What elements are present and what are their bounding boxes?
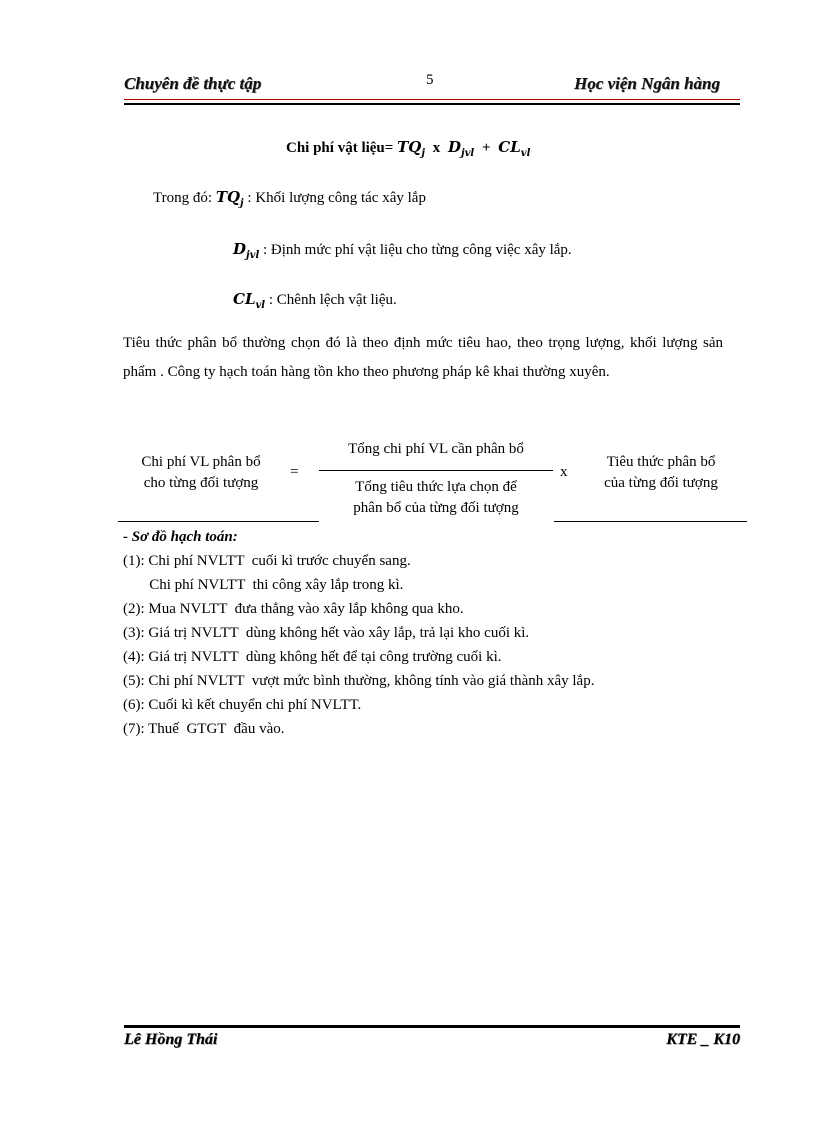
definition-text-tq: : Khối lượng công tác xây lắp <box>247 190 426 206</box>
scheme-line-3: (3): Giá trị NVLTT dùng không hết vào xây lắp, trả lại kho cuối kì. <box>123 625 530 641</box>
formula-op-times: x <box>432 140 441 156</box>
scheme-line-1: (1): Chi phí NVLTT cuối kì trước chuyển sang. <box>123 553 411 569</box>
fraction-bar <box>319 470 553 471</box>
allocation-paragraph: Tiêu thức phân bổ thường chọn đó là theo định mức tiêu hao, theo trọng lượng, khối lượng sản phẩm . Công ty hạch toán hàng tồn kho theo phương pháp kê khai thường xuyên. <box>123 335 723 380</box>
footer-rule <box>124 1025 740 1028</box>
allocation-rhs-line2: của từng đối tượng <box>604 475 718 491</box>
underline-left <box>118 521 319 522</box>
allocation-lhs-line1: Chi phí VL phân bổ <box>141 454 261 470</box>
definition-row-d <box>233 238 572 267</box>
formula-term-d: $D_{jvl}$ <box>447 138 475 159</box>
header-left-title: Chuyên đề thực tập <box>124 74 262 93</box>
header-right-title: Học viện Ngân hàng <box>574 74 720 93</box>
scheme-line-6: (6): Cuối kì kết chuyển chi phí NVLTT. <box>123 697 362 713</box>
allocation-lhs <box>118 452 284 494</box>
symbol-cl: $CL_{vl}$ <box>233 290 266 311</box>
allocation-lhs-line2: cho từng đối tượng <box>143 475 259 491</box>
formula-term-cl: $CL_{vl}$ <box>498 138 531 159</box>
definitions-intro: Trong đó: <box>153 190 213 206</box>
allocation-equals: = <box>290 464 299 480</box>
header-rule-black <box>124 103 740 105</box>
page-number: 5 <box>426 72 434 88</box>
definition-text-d: : Định mức phí vật liệu cho từng công việc xây lắp. <box>263 242 572 258</box>
formula-label: Chi phí vật liệu <box>286 140 385 156</box>
allocation-denominator-line1: Tổng tiêu thức lựa chọn để <box>355 479 517 495</box>
symbol-tq: $TQ_j$ <box>215 188 244 209</box>
footer-class: KTE _ K10 <box>666 1031 740 1048</box>
underline-right <box>554 521 747 522</box>
allocation-times: x <box>560 464 568 480</box>
formula-term-tq: $TQ_j$ <box>397 138 425 159</box>
allocation-numerator: Tổng chi phí VL cần phân bổ <box>348 441 524 457</box>
symbol-d: $D_{jvl}$ <box>233 240 260 261</box>
formula-op-plus: + <box>481 140 491 156</box>
allocation-denominator-line2: phân bổ của từng đối tượng <box>353 500 519 516</box>
scheme-line-4: (4): Giá trị NVLTT dùng không hết để tại công trường cuối kì. <box>123 649 502 665</box>
definition-row-cl <box>233 288 397 317</box>
scheme-heading: - Sơ đồ hạch toán: <box>123 529 238 545</box>
definition-row-tq <box>153 186 426 215</box>
formula-equals: = <box>384 140 394 156</box>
allocation-denominator <box>318 477 554 519</box>
scheme-line-5: (5): Chi phí NVLTT vượt mức bình thường, không tính vào giá thành xây lắp. <box>123 673 595 689</box>
scheme-line-1b: Chi phí NVLTT thi công xây lắp trong kì. <box>123 577 404 593</box>
footer-author: Lê Hồng Thái <box>124 1031 218 1048</box>
material-cost-formula <box>286 138 530 159</box>
header-rule-red <box>124 99 740 100</box>
definition-text-cl: : Chênh lệch vật liệu. <box>268 292 397 308</box>
scheme-line-2: (2): Mua NVLTT đưa thẳng vào xây lắp không qua kho. <box>123 601 464 617</box>
scheme-line-7: (7): Thuế GTGT đầu vào. <box>123 721 285 737</box>
allocation-rhs <box>578 452 744 494</box>
allocation-rhs-line1: Tiêu thức phân bổ <box>606 454 716 470</box>
